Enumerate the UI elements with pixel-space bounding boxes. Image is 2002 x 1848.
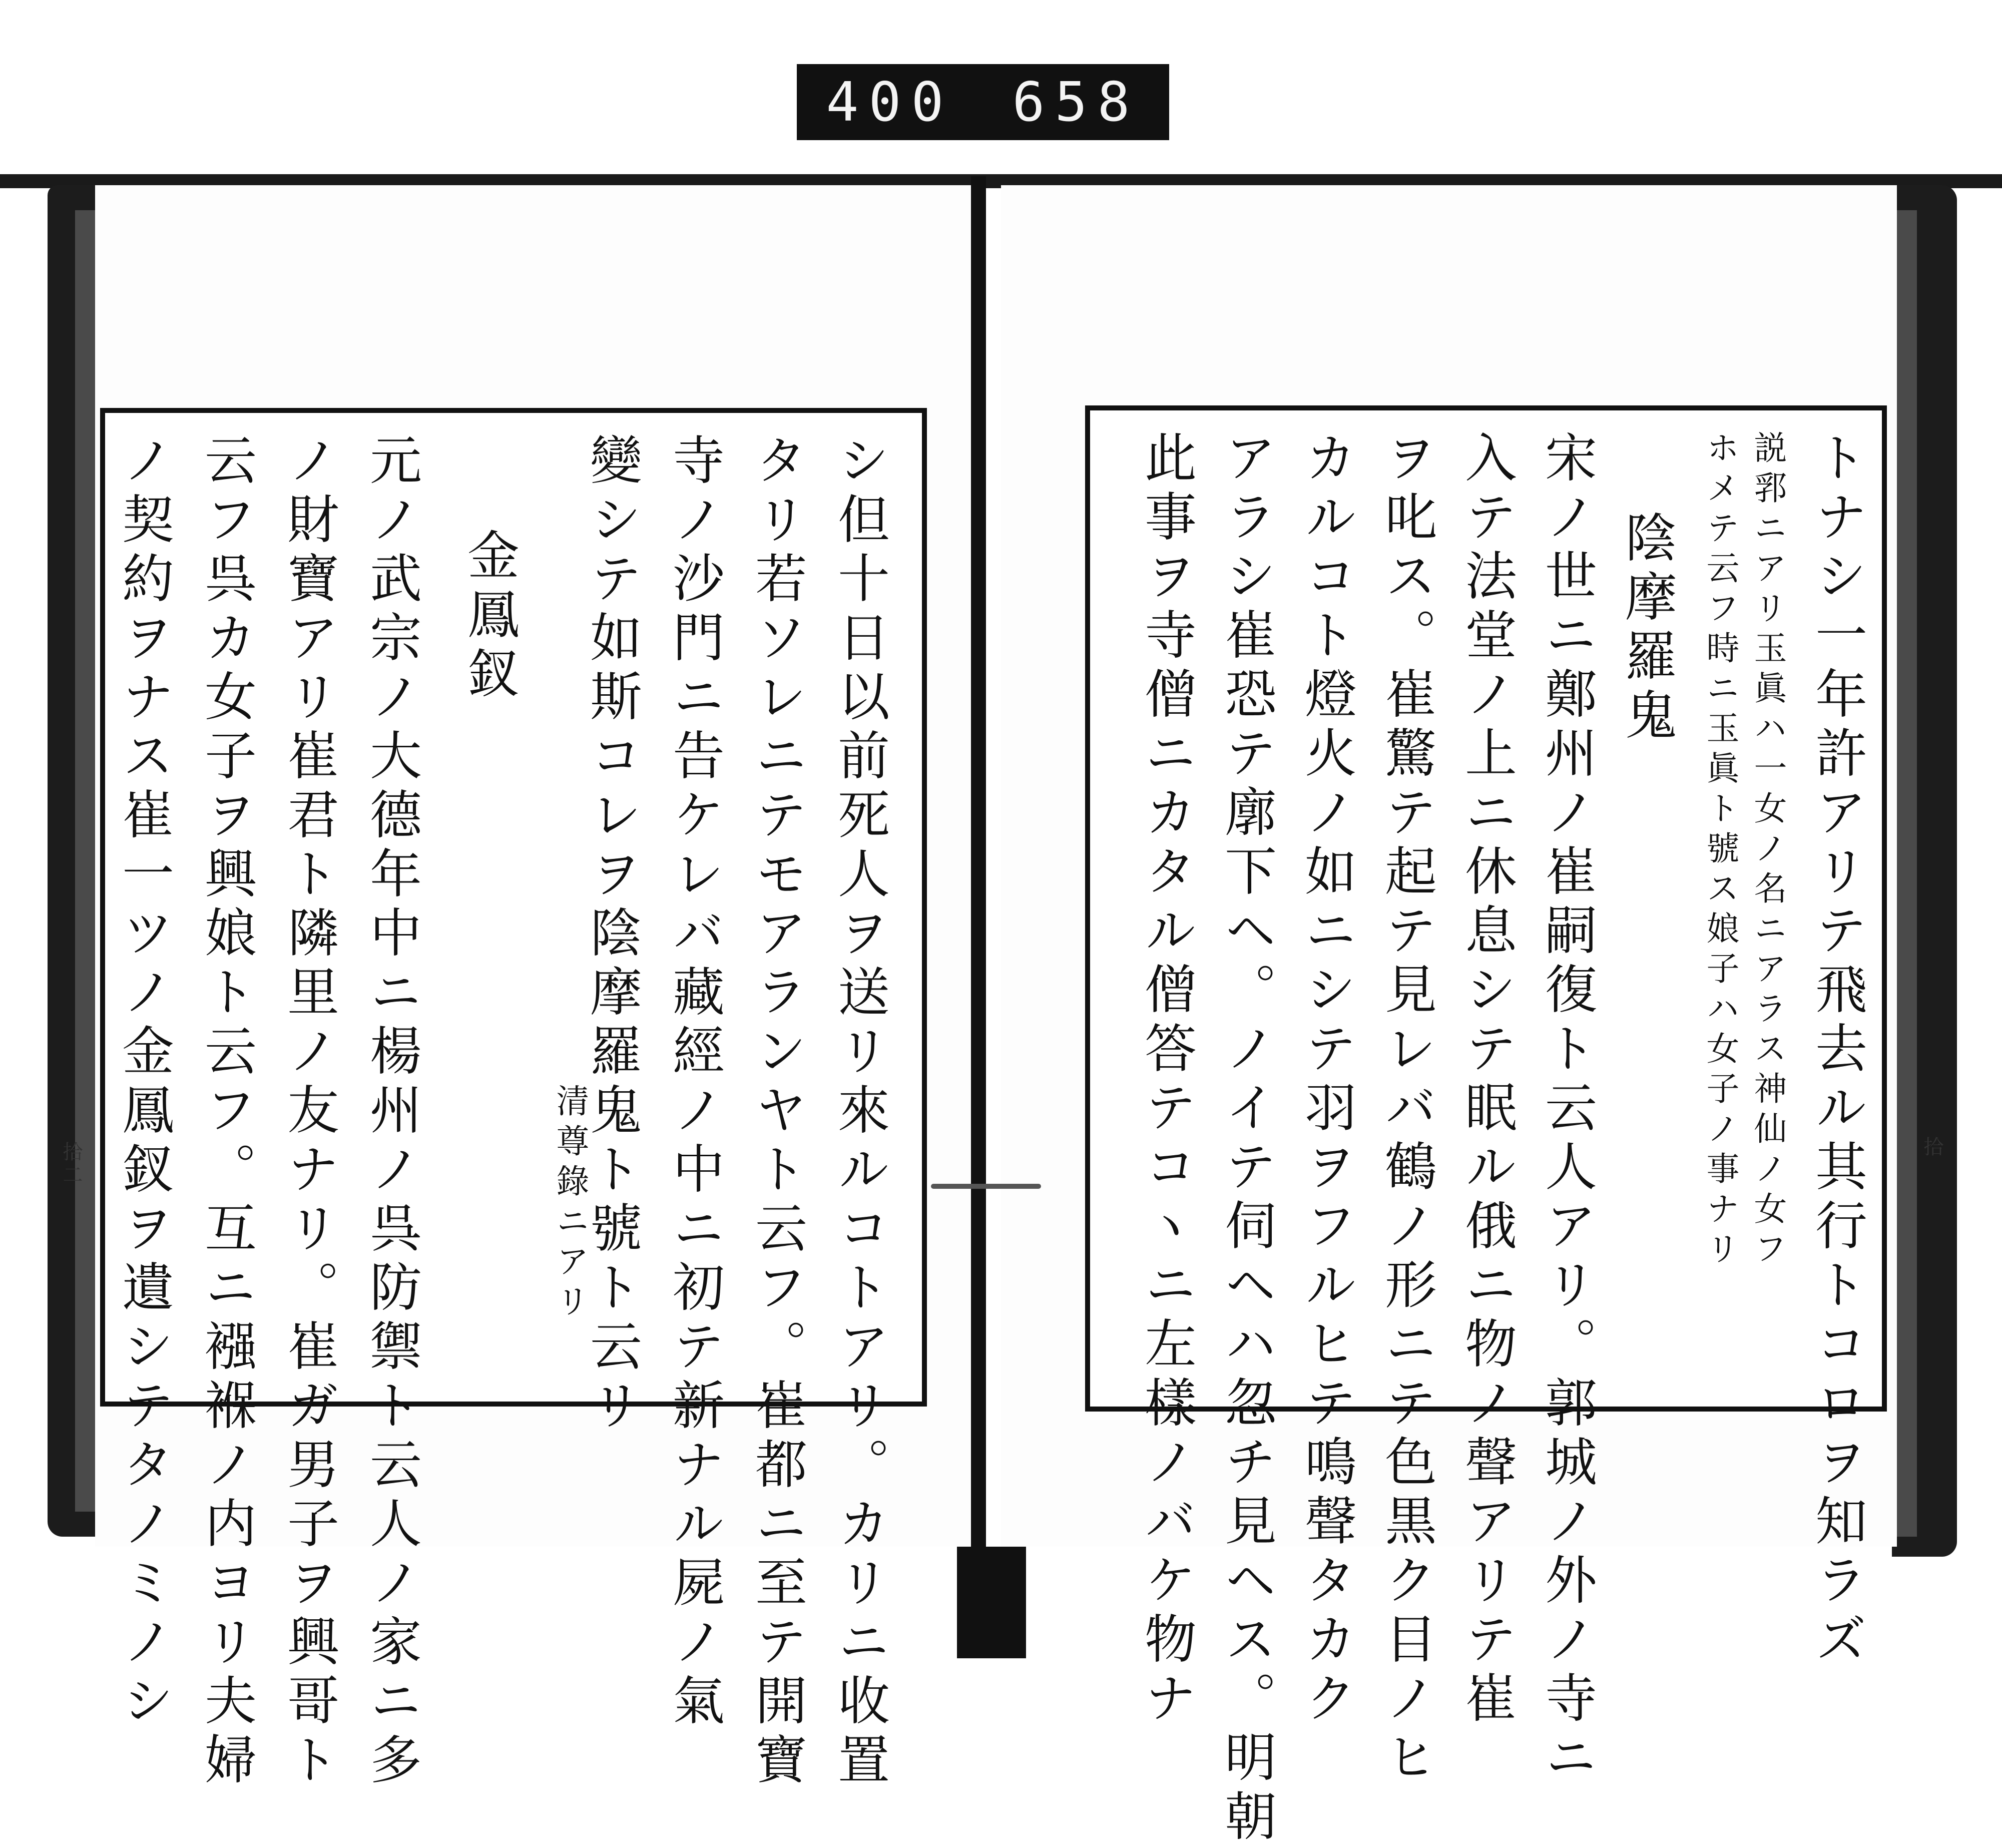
book-gutter [971,176,986,1553]
text-column: アラシ崔恐テ廓下ヘ。ノイテ伺ヘハ忽チ見ヘス。明朝 [1216,430,1277,1848]
text-column-small: ホメテ云フ時ニ玉眞ト號ス娘子ハ女子ノ事ナリ [1701,430,1739,1271]
text-column: ヲ叱ス。崔驚テ起テ見レバ鶴ノ形ニテ色黒ク目ノヒ [1376,430,1437,1789]
text-column: シ但十日以前死人ヲ送リ來ルコトアリ。カリニ收置 [829,433,890,1791]
text-column-small: 説郛ニアリ玉眞ハ一女ノ名ニアラス神仙ノ女フ [1748,430,1787,1271]
text-column: タリ若ソレニテモアランヤト云フ。崔都ニ至テ開寶 [746,433,807,1791]
binding-clamp [957,1547,1026,1658]
text-column: 此事ヲ寺僧ニカタル僧答テコヽニ左樣ノバケ物ナ [1136,430,1197,1730]
left-text-frame [100,408,927,1791]
text-column: 寺ノ沙門ニ告ケレバ藏經ノ中ニ初テ新ナル屍ノ氣 [664,433,725,1732]
text-column: ノ財寶アリ崔君ト隣里ノ友ナリ。崔ガ男子ヲ興哥ト [278,433,339,1791]
text-column: ノ契約ヲナス崔一ツノ金鳳釵ヲ遺シテタノミノシ [113,433,174,1732]
text-column: 宋ノ世ニ鄭州ノ崔嗣復ト云人アリ。郭城ノ外ノ寺ニ [1536,430,1597,1789]
section-heading: 金鳳釵 [458,528,520,705]
right-margin-mark: 拾 [1920,1136,1943,1159]
text-column: カルコト燈火ノ如ニシテ羽ヲフルヒテ鳴聲タカク [1296,430,1357,1730]
binding-thread [931,1184,1041,1189]
right-text-frame [1085,405,1887,1848]
left-edge-shading [75,210,95,1512]
right-edge-shading [1897,210,1917,1537]
text-column: 云フ呉カ女子ヲ興娘ト云フ。互ニ襁褓ノ内ヨリ夫婦 [196,433,257,1791]
text-column: 變シテ如斯コレヲ陰摩羅鬼ト號ト云リ [581,433,642,1437]
source-note: 清尊錄ニアリ [551,1084,589,1324]
section-heading: 陰摩羅鬼 [1616,511,1677,747]
text-column: 元ノ武宗ノ大德年中ニ楊州ノ呉防禦ト云人ノ家ニ多 [361,433,422,1791]
film-frame-counter [797,64,1169,140]
left-margin-mark: 拾二 [60,1141,83,1187]
text-column: 入テ法堂ノ上ニ休息シテ眠ル俄ニ物ノ聲アリテ崔 [1456,430,1517,1730]
text-column: トナシ一年許アリテ飛去ル其行トコロヲ知ラズ [1806,430,1867,1671]
frame-number-left: 400 [826,71,954,134]
frame-number-right: 658 [1012,71,1140,134]
